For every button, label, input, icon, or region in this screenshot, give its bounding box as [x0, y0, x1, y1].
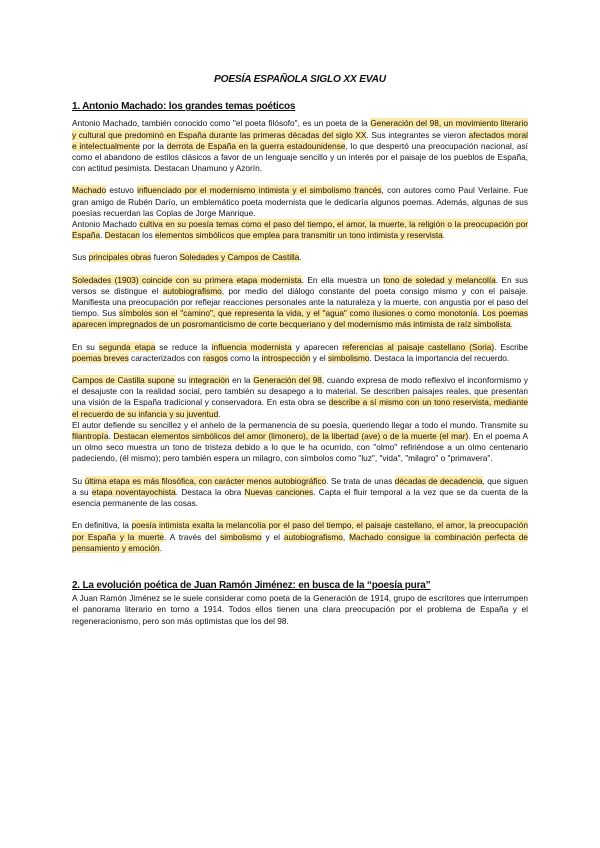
- highlighted-text: poesía intimista exalta la melancolía por el paso del tiempo, el paisaje castellano, el amor, la preocupación por España y la muerte: [72, 520, 528, 542]
- highlighted-text: describe a sí mismo con un tono reservista, mediante el recuerdo de su infancia y su juventud: [72, 397, 528, 419]
- text-run: se reduce la: [155, 341, 212, 352]
- text-run: por la: [139, 140, 167, 151]
- text-run: . Se trata de unas: [326, 475, 395, 486]
- text-run: y aparecen: [291, 341, 343, 352]
- text-run: fueron: [151, 252, 180, 263]
- section-jimenez: [72, 580, 528, 627]
- highlighted-text: derrota de España en la guerra estadounidense: [166, 140, 346, 151]
- text-run: . Destaca la obra: [175, 486, 245, 497]
- section-heading: 1. Antonio Machado: los grandes temas poéticos: [72, 101, 296, 113]
- paragraph: [72, 375, 528, 420]
- text-run: .: [218, 408, 221, 419]
- section-heading: 2. La evolución poética de Juan Ramón Jiménez: en busca de la “poesía pura”: [72, 579, 431, 591]
- paragraph: [72, 476, 528, 510]
- highlighted-text: última etapa es más filosófica, con carácter menos autobiográfico: [84, 475, 327, 486]
- text-run: como la: [227, 352, 262, 363]
- highlighted-text: principales obras: [88, 252, 152, 263]
- text-run: .: [108, 431, 114, 442]
- highlighted-text: autobiografismo: [162, 285, 222, 296]
- text-run: .: [159, 542, 162, 553]
- text-run: .: [477, 308, 483, 319]
- text-run: su: [174, 375, 189, 386]
- highlighted-text: poemas breves: [72, 352, 129, 363]
- highlighted-text: afectados moral e intelectualmente: [72, 129, 528, 151]
- text-run: y el: [310, 352, 328, 363]
- paragraph: [72, 342, 528, 364]
- highlighted-text: Destacan: [104, 230, 140, 241]
- highlighted-text: referencias al paisaje castellano (Soria): [342, 341, 495, 352]
- text-run: Antonio Machado, también conocido como "el poeta filósofo", es un poeta de la: [72, 118, 371, 129]
- highlighted-text: Machado: [72, 185, 107, 196]
- text-run: .: [100, 230, 105, 241]
- highlighted-text: segunda etapa: [98, 341, 156, 352]
- highlighted-text: influenciado por el modernismo intimista y el simbolismo francés: [137, 185, 382, 196]
- text-run: en la: [229, 375, 254, 386]
- highlighted-text: décadas de decadencia: [394, 475, 483, 486]
- highlighted-text: tono de soledad y melancolía: [383, 274, 496, 285]
- highlighted-text: Generación del 98: [253, 375, 322, 386]
- text-run: Antonio Machado: [72, 219, 140, 230]
- paragraph: [72, 420, 528, 465]
- highlighted-text: filantropía: [72, 431, 109, 442]
- section-body: [72, 118, 528, 554]
- text-run: En su: [72, 341, 99, 352]
- text-run: Su: [72, 475, 85, 486]
- highlighted-text: influencia modernista: [211, 341, 292, 352]
- text-run: caracterizados con: [128, 352, 203, 363]
- text-run: Sus: [72, 252, 89, 263]
- paragraph: [72, 118, 528, 174]
- document-title: POESÍA ESPAÑOLA SIGLO XX EVAU: [214, 74, 386, 85]
- text-run: . En el poema A un olmo seco muestra un tono de tristeza debido a lo que le ha ocurrido, con "olmo" refiriéndose a un olmo centenario padeciendo, (él mismo); pero también espera un milagro, con símbolos como "luz", "vida", "milagro" o "primavera".: [72, 431, 528, 464]
- text-run: . En sus versos se distingue el: [72, 274, 528, 296]
- text-run: El autor defiende su sencillez y el anhelo de la permanencia de su poesía, queriendo llegar a todo el mundo. Transmite su: [72, 419, 528, 430]
- highlighted-text: Nuevas canciones: [244, 486, 314, 497]
- highlighted-text: autobiografismo: [283, 531, 343, 542]
- text-run: , lo que despertó una preocupación nacional, así como el abandono de estilos clásicos a favor de un lenguaje sencillo y un interés por el paisaje de los pueblos de España, con actitud pesimista. Destacan Unamuno y Azorín.: [72, 140, 528, 174]
- text-run: . Sus integrantes se vieron: [366, 129, 469, 140]
- paragraph: [72, 593, 528, 627]
- paragraph: [72, 520, 528, 554]
- highlighted-text: etapa noventayochista: [91, 486, 176, 497]
- text-run: .: [510, 319, 513, 330]
- text-run: .: [299, 252, 302, 263]
- highlighted-text: símbolos son el "camino", que representa la vida, y el "agua" como ilusiones o como monotonía: [119, 308, 478, 319]
- text-run: , por medio del diálogo constante del poeta consigo mismo y con el paisaje. Manifiesta una preocupación por reflejar reacciones personales ante la naturaleza y la muerte, con angustia por el paso del tiempo. Sus: [72, 285, 528, 319]
- paragraph: [72, 252, 528, 263]
- text-run: estuvo: [106, 185, 138, 196]
- text-run: , con autores como Paul Verlaine. Fue gran amigo de Rubén Darío, un emblemático poeta modernista que le dedicaría algunos poemas. Además, algunas de sus poesías recuerdan las Coplas de Jorge Manrique.: [72, 185, 529, 218]
- paragraph: [72, 275, 528, 331]
- text-run: , que siguen a su: [72, 475, 528, 497]
- highlighted-text: Generación del 98, un movimiento literario y cultural que predominó en España durante las primeras décadas del siglo XX: [72, 118, 528, 140]
- section-machado: [72, 101, 528, 554]
- highlighted-text: Los poemas aparecen impregnados de un posromanticismo de corte becqueriano y del modernismo más intimista de raíz simbolista: [72, 308, 528, 330]
- text-run: los: [139, 230, 156, 241]
- text-run: En definitiva, la: [72, 520, 132, 531]
- highlighted-text: Soledades (1903) coincide con su primera etapa modernista: [72, 274, 302, 285]
- highlighted-text: Soledades y Campos de Castilla: [179, 252, 300, 263]
- text-run: . A través del: [164, 531, 221, 542]
- highlighted-text: cultiva en su poesía temas como el paso del tiempo, el amor, la muerte, la religión o la preocupación por España: [72, 219, 528, 241]
- highlighted-text: simbolismo: [220, 531, 262, 542]
- highlighted-text: Campos de Castilla supone: [72, 375, 175, 386]
- section-body: [72, 593, 528, 627]
- paragraph: [72, 219, 528, 241]
- text-run: . Capta el fluir temporal a la vez que se da cuenta de la esencia permanente de las cosas.: [72, 486, 528, 509]
- highlighted-text: elementos simbólicos que emplea para transmitir un tono intimista y reservista: [155, 230, 443, 241]
- text-run: . Escribe: [494, 341, 529, 352]
- text-run: A Juan Ramón Jiménez se le suele considerar como poeta de la Generación de 1914, grupo de escritores que interrumpen el panorama literario en torno a 1914. Todos ellos tienen una clara preocupación por el problema de España y el regeneracionismo, pero son más optimistas que los del 98.: [72, 593, 528, 626]
- text-run: . En ella muestra un: [301, 274, 384, 285]
- text-run: ,: [342, 531, 350, 542]
- highlighted-text: simbolismo: [327, 352, 370, 363]
- highlighted-text: integración: [188, 375, 230, 386]
- paragraph: [72, 185, 528, 219]
- text-run: . Destaca la importancia del recuerdo.: [369, 352, 510, 363]
- highlighted-text: Destacan elementos simbólicos del amor (limonero), de la libertad (ave) o de la muerte (el mar): [113, 431, 469, 442]
- text-run: , cuando expresa de modo reflexivo el inconformismo y el desajuste con la realidad social, pero también su desapego a lo material. Se describen paisajes reales, que presentan una visión de la España tradicional y conservadora. En esta obra se: [72, 375, 528, 408]
- highlighted-text: introspección: [261, 352, 311, 363]
- text-run: .: [442, 230, 446, 241]
- highlighted-text: Machado consigue la combinación perfecta de pensamiento y emoción: [72, 531, 529, 553]
- text-run: y el: [261, 531, 284, 542]
- highlighted-text: rasgos: [202, 352, 228, 363]
- document-page: [72, 74, 528, 638]
